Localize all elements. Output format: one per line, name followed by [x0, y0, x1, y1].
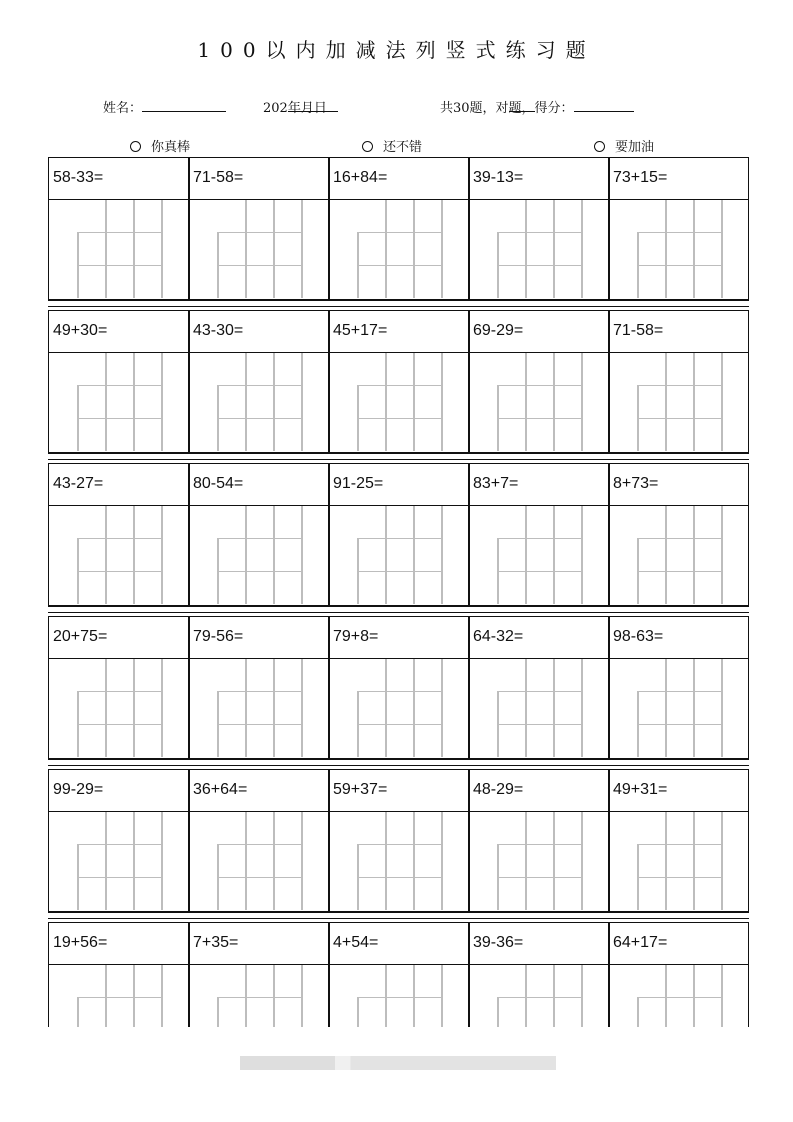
guide-line-vertical: [553, 200, 555, 298]
correct-blank[interactable]: [509, 97, 535, 112]
circle-icon: [594, 141, 605, 152]
row-separator: [48, 606, 749, 613]
problem-text: 73+15=: [613, 169, 668, 186]
guide-line-vertical: [553, 812, 555, 910]
problem-text: 98-63=: [613, 628, 664, 645]
guide-line-vertical: [133, 506, 135, 604]
problem-text: 39-36=: [473, 934, 524, 951]
guide-line-vertical: [581, 812, 583, 910]
guide-line-horizontal: [217, 418, 301, 420]
guide-line-horizontal: [357, 844, 441, 846]
problem-text: 7+35=: [193, 934, 239, 951]
calc-guide-grid: [637, 353, 721, 451]
guide-line-horizontal: [497, 232, 581, 234]
calc-guide-grid: [637, 659, 721, 757]
guide-line-horizontal: [497, 418, 581, 420]
problem-text: 39-13=: [473, 169, 524, 186]
day-blank[interactable]: [314, 97, 338, 112]
calc-guide-grid: [357, 812, 441, 910]
vertical-calc-box[interactable]: [48, 811, 190, 912]
guide-line-horizontal: [637, 232, 721, 234]
problem-cell: [328, 616, 470, 659]
blurred-footer-watermark: [240, 1056, 556, 1070]
vertical-calc-box[interactable]: [608, 199, 749, 300]
guide-line-vertical: [161, 506, 163, 604]
calc-guide-grid: [77, 812, 161, 910]
problem-text: 79+8=: [333, 628, 379, 645]
day-label: 日: [313, 101, 327, 116]
problem-cell: [48, 157, 190, 200]
guide-line-vertical: [301, 965, 303, 1028]
guide-line-horizontal: [357, 997, 441, 999]
problem-cell: [188, 463, 330, 506]
guide-line-vertical: [665, 659, 667, 757]
rating-option-try-harder[interactable]: [594, 136, 654, 155]
problem-cell: [468, 616, 610, 659]
calc-guide-grid: [637, 506, 721, 604]
guide-line-vertical: [385, 659, 387, 757]
problem-text: 71-58=: [613, 322, 664, 339]
guide-line-vertical: [441, 200, 443, 298]
problem-cell: [328, 157, 470, 200]
guide-line-horizontal: [217, 724, 301, 726]
guide-line-vertical: [77, 997, 79, 1028]
guide-line-vertical: [245, 353, 247, 451]
score-blank[interactable]: [574, 97, 634, 112]
calc-guide-grid: [217, 812, 301, 910]
problem-text: 4+54=: [333, 934, 379, 951]
guide-line-vertical: [525, 659, 527, 757]
guide-line-vertical: [497, 997, 499, 1028]
guide-line-vertical: [721, 353, 723, 451]
vertical-calc-box[interactable]: [608, 505, 749, 606]
guide-line-vertical: [105, 659, 107, 757]
guide-line-vertical: [385, 353, 387, 451]
guide-line-vertical: [105, 353, 107, 451]
calc-guide-grid: [77, 200, 161, 298]
guide-line-vertical: [245, 506, 247, 604]
calc-guide-grid: [357, 353, 441, 451]
problem-cell: [48, 922, 190, 965]
guide-line-vertical: [413, 506, 415, 604]
guide-line-vertical: [161, 200, 163, 298]
guide-line-vertical: [665, 353, 667, 451]
calc-guide-grid: [77, 965, 161, 1028]
guide-line-vertical: [525, 200, 527, 298]
guide-line-vertical: [693, 506, 695, 604]
guide-line-horizontal: [357, 385, 441, 387]
problem-cell: [48, 463, 190, 506]
worksheet-title: 100以内加减法列竖式练习题: [197, 38, 596, 62]
guide-line-horizontal: [77, 877, 161, 879]
calc-guide-grid: [497, 200, 581, 298]
guide-line-horizontal: [217, 538, 301, 540]
calc-guide-grid: [497, 812, 581, 910]
year-label: 年: [287, 101, 301, 116]
guide-line-horizontal: [497, 538, 581, 540]
guide-line-vertical: [413, 200, 415, 298]
vertical-calc-box[interactable]: [188, 505, 330, 606]
circle-icon: [130, 141, 141, 152]
score-label: 题，得分：: [508, 101, 574, 116]
problem-text: 99-29=: [53, 781, 104, 798]
name-field: [103, 97, 142, 116]
problem-text: 49+30=: [53, 322, 108, 339]
problem-cell: [608, 616, 749, 659]
guide-line-vertical: [161, 965, 163, 1028]
rating-option-great[interactable]: [130, 136, 190, 155]
guide-line-horizontal: [217, 571, 301, 573]
problem-cell: [468, 769, 610, 812]
guide-line-horizontal: [357, 265, 441, 267]
guide-line-horizontal: [497, 877, 581, 879]
guide-line-vertical: [553, 353, 555, 451]
calc-guide-grid: [637, 965, 721, 1028]
row-separator: [48, 300, 749, 307]
guide-line-horizontal: [217, 997, 301, 999]
problem-text: 16+84=: [333, 169, 388, 186]
total-label: 共30题，对: [440, 101, 509, 116]
guide-line-vertical: [385, 506, 387, 604]
guide-line-horizontal: [497, 571, 581, 573]
rating-label: 你真棒: [151, 140, 191, 155]
calc-guide-grid: [77, 506, 161, 604]
problem-cell: [328, 463, 470, 506]
guide-line-horizontal: [77, 538, 161, 540]
score-field: [440, 97, 574, 116]
problem-cell: [328, 310, 470, 353]
row-separator: [48, 453, 749, 460]
guide-line-horizontal: [217, 844, 301, 846]
guide-line-horizontal: [217, 877, 301, 879]
guide-line-horizontal: [357, 232, 441, 234]
guide-line-vertical: [105, 506, 107, 604]
problem-cell: [608, 310, 749, 353]
problem-text: 49+31=: [613, 781, 668, 798]
guide-line-vertical: [525, 812, 527, 910]
problem-text: 20+75=: [53, 628, 108, 645]
guide-line-horizontal: [357, 877, 441, 879]
guide-line-vertical: [693, 812, 695, 910]
guide-line-horizontal: [77, 844, 161, 846]
month-label: 月: [300, 101, 314, 116]
guide-line-horizontal: [217, 265, 301, 267]
problem-text: 91-25=: [333, 475, 384, 492]
guide-line-vertical: [245, 812, 247, 910]
guide-line-vertical: [357, 997, 359, 1028]
calc-guide-grid: [217, 353, 301, 451]
guide-line-horizontal: [357, 538, 441, 540]
guide-line-vertical: [721, 812, 723, 910]
guide-line-vertical: [721, 965, 723, 1028]
guide-line-vertical: [693, 659, 695, 757]
problem-cell: [608, 157, 749, 200]
vertical-calc-box[interactable]: [468, 658, 610, 759]
guide-line-horizontal: [497, 844, 581, 846]
vertical-calc-box[interactable]: [328, 811, 470, 912]
guide-line-horizontal: [637, 265, 721, 267]
guide-line-horizontal: [217, 691, 301, 693]
guide-line-vertical: [665, 812, 667, 910]
vertical-calc-box[interactable]: [328, 505, 470, 606]
calc-guide-grid: [497, 659, 581, 757]
row-separator: [48, 759, 749, 766]
guide-line-vertical: [301, 353, 303, 451]
vertical-calc-box[interactable]: [328, 658, 470, 759]
calc-guide-grid: [217, 659, 301, 757]
guide-line-vertical: [385, 812, 387, 910]
guide-line-vertical: [161, 659, 163, 757]
guide-line-horizontal: [637, 724, 721, 726]
vertical-calc-box[interactable]: [608, 658, 749, 759]
guide-line-horizontal: [497, 265, 581, 267]
calc-guide-grid: [217, 506, 301, 604]
guide-line-vertical: [413, 812, 415, 910]
guide-line-horizontal: [497, 691, 581, 693]
vertical-calc-box[interactable]: [188, 352, 330, 453]
vertical-calc-box[interactable]: [468, 199, 610, 300]
rating-label: 还不错: [383, 140, 423, 155]
vertical-calc-box[interactable]: [468, 811, 610, 912]
guide-line-vertical: [301, 200, 303, 298]
student-info-line: [0, 97, 793, 117]
vertical-calc-box[interactable]: [188, 199, 330, 300]
problem-cell: [608, 922, 749, 965]
guide-line-vertical: [441, 506, 443, 604]
guide-line-vertical: [273, 659, 275, 757]
problem-cell: [468, 310, 610, 353]
problem-cell: [188, 157, 330, 200]
problem-cell: [188, 769, 330, 812]
guide-line-vertical: [693, 353, 695, 451]
vertical-calc-box[interactable]: [328, 352, 470, 453]
vertical-calc-box[interactable]: [608, 964, 749, 1028]
guide-line-vertical: [133, 659, 135, 757]
year-prefix: 202: [263, 101, 288, 116]
guide-line-vertical: [721, 506, 723, 604]
problem-cell: [328, 922, 470, 965]
guide-line-horizontal: [357, 571, 441, 573]
guide-line-vertical: [133, 353, 135, 451]
calc-guide-grid: [77, 659, 161, 757]
guide-line-horizontal: [77, 385, 161, 387]
guide-line-vertical: [581, 965, 583, 1028]
calc-guide-grid: [77, 353, 161, 451]
guide-line-horizontal: [77, 691, 161, 693]
guide-line-horizontal: [357, 418, 441, 420]
guide-line-vertical: [161, 812, 163, 910]
guide-line-vertical: [273, 353, 275, 451]
guide-line-horizontal: [357, 724, 441, 726]
guide-line-vertical: [133, 200, 135, 298]
guide-line-vertical: [273, 812, 275, 910]
guide-line-horizontal: [77, 571, 161, 573]
vertical-calc-box[interactable]: [608, 352, 749, 453]
calc-guide-grid: [637, 812, 721, 910]
guide-line-horizontal: [217, 232, 301, 234]
name-label: 姓名：: [103, 101, 143, 116]
calc-guide-grid: [497, 965, 581, 1028]
problem-cell: [468, 922, 610, 965]
problem-cell: [608, 769, 749, 812]
problem-cell: [48, 616, 190, 659]
guide-line-horizontal: [637, 418, 721, 420]
guide-line-horizontal: [637, 538, 721, 540]
vertical-calc-box[interactable]: [48, 964, 190, 1028]
guide-line-horizontal: [77, 418, 161, 420]
problem-text: 83+7=: [473, 475, 519, 492]
guide-line-vertical: [441, 659, 443, 757]
guide-line-vertical: [413, 353, 415, 451]
problem-cell: [328, 769, 470, 812]
problem-text: 19+56=: [53, 934, 108, 951]
guide-line-vertical: [581, 353, 583, 451]
guide-line-vertical: [133, 812, 135, 910]
circle-icon: [362, 141, 373, 152]
guide-line-vertical: [581, 659, 583, 757]
problem-text: 79-56=: [193, 628, 244, 645]
guide-line-horizontal: [497, 385, 581, 387]
rating-label: 要加油: [615, 140, 655, 155]
guide-line-horizontal: [637, 571, 721, 573]
vertical-calc-box[interactable]: [188, 658, 330, 759]
problem-text: 43-30=: [193, 322, 244, 339]
guide-line-vertical: [273, 506, 275, 604]
guide-line-vertical: [273, 200, 275, 298]
guide-line-vertical: [441, 353, 443, 451]
problem-text: 80-54=: [193, 475, 244, 492]
problem-text: 45+17=: [333, 322, 388, 339]
guide-line-horizontal: [497, 724, 581, 726]
guide-line-vertical: [301, 812, 303, 910]
guide-line-horizontal: [637, 997, 721, 999]
problem-text: 43-27=: [53, 475, 104, 492]
guide-line-vertical: [441, 965, 443, 1028]
problem-text: 64+17=: [613, 934, 668, 951]
guide-line-vertical: [553, 659, 555, 757]
problem-text: 8+73=: [613, 475, 659, 492]
guide-line-horizontal: [77, 232, 161, 234]
guide-line-vertical: [637, 997, 639, 1028]
guide-line-vertical: [693, 200, 695, 298]
guide-line-vertical: [665, 506, 667, 604]
date-field: [263, 97, 327, 116]
guide-line-horizontal: [637, 877, 721, 879]
guide-line-vertical: [721, 200, 723, 298]
problem-cell: [468, 463, 610, 506]
problem-text: 58-33=: [53, 169, 104, 186]
guide-line-horizontal: [77, 265, 161, 267]
problem-cell: [468, 157, 610, 200]
vertical-calc-box[interactable]: [48, 658, 190, 759]
guide-line-horizontal: [77, 724, 161, 726]
guide-line-vertical: [105, 200, 107, 298]
guide-line-horizontal: [637, 691, 721, 693]
calc-guide-grid: [357, 200, 441, 298]
vertical-calc-box[interactable]: [188, 811, 330, 912]
problem-cell: [188, 616, 330, 659]
problem-text: 36+64=: [193, 781, 248, 798]
guide-line-vertical: [301, 506, 303, 604]
row-separator: [48, 912, 749, 919]
guide-line-vertical: [301, 659, 303, 757]
guide-line-vertical: [581, 200, 583, 298]
guide-line-vertical: [525, 353, 527, 451]
problem-cell: [48, 769, 190, 812]
vertical-calc-box[interactable]: [48, 505, 190, 606]
calc-guide-grid: [357, 965, 441, 1028]
calc-guide-grid: [497, 506, 581, 604]
rating-option-good[interactable]: [362, 136, 422, 155]
name-blank[interactable]: [142, 97, 226, 112]
problem-text: 48-29=: [473, 781, 524, 798]
problem-cell: [48, 310, 190, 353]
problem-cell: [188, 922, 330, 965]
problem-text: 69-29=: [473, 322, 524, 339]
guide-line-horizontal: [497, 997, 581, 999]
vertical-calc-box[interactable]: [48, 352, 190, 453]
guide-line-vertical: [441, 812, 443, 910]
guide-line-vertical: [525, 506, 527, 604]
guide-line-horizontal: [637, 385, 721, 387]
guide-line-vertical: [385, 200, 387, 298]
guide-line-vertical: [245, 659, 247, 757]
calc-guide-grid: [217, 965, 301, 1028]
problem-text: 64-32=: [473, 628, 524, 645]
guide-line-horizontal: [637, 844, 721, 846]
problem-text: 71-58=: [193, 169, 244, 186]
calc-guide-grid: [357, 659, 441, 757]
vertical-calc-box[interactable]: [468, 964, 610, 1028]
guide-line-vertical: [553, 506, 555, 604]
vertical-calc-box[interactable]: [608, 811, 749, 912]
guide-line-vertical: [581, 506, 583, 604]
guide-line-vertical: [161, 353, 163, 451]
calc-guide-grid: [637, 200, 721, 298]
guide-line-vertical: [665, 200, 667, 298]
vertical-calc-box[interactable]: [468, 352, 610, 453]
problem-grid: [48, 157, 749, 1027]
guide-line-horizontal: [217, 385, 301, 387]
calc-guide-grid: [357, 506, 441, 604]
guide-line-vertical: [721, 659, 723, 757]
vertical-calc-box[interactable]: [468, 505, 610, 606]
vertical-calc-box[interactable]: [188, 964, 330, 1028]
guide-line-horizontal: [357, 691, 441, 693]
vertical-calc-box[interactable]: [48, 199, 190, 300]
problem-cell: [188, 310, 330, 353]
problem-text: 59+37=: [333, 781, 388, 798]
guide-line-vertical: [105, 812, 107, 910]
guide-line-horizontal: [77, 997, 161, 999]
guide-line-vertical: [217, 997, 219, 1028]
calc-guide-grid: [497, 353, 581, 451]
vertical-calc-box[interactable]: [328, 199, 470, 300]
problem-cell: [608, 463, 749, 506]
guide-line-vertical: [413, 659, 415, 757]
calc-guide-grid: [217, 200, 301, 298]
vertical-calc-box[interactable]: [328, 964, 470, 1028]
guide-line-vertical: [245, 200, 247, 298]
